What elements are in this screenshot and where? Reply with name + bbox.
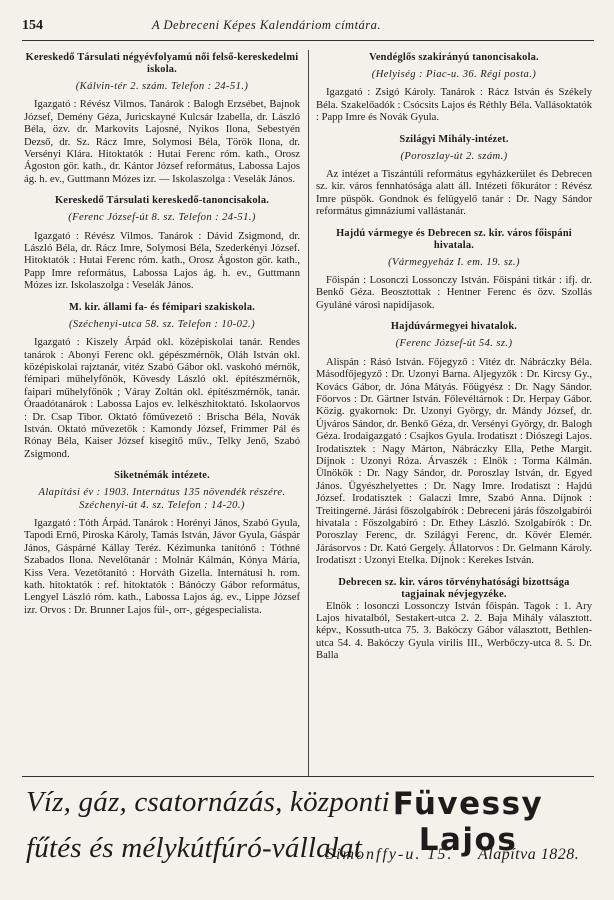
entry-body: Elnök : losonczi Lossonczy István főispán. Tagok : 1. Ary Lajos hivatalból, Sestakert-utca 2. 2. Baja Mihály választott. képv., Kossuth-utca 75. 3. Bakóczy Gábor választott, Bethlen-utca 54. 4. Bakóczy Gyula virilis III., Werbőczy-utca 8. 5. Dr. Balla: [316, 600, 592, 662]
entry-address: (Ferenc József-út 8. sz. Telefon : 24-51.): [68, 212, 256, 224]
entry-body: Igazgató : Révész Vilmos. Tanárok : Dávid Zsigmond, dr. László Béla, dr. Rácz Imre, Solymosi Béla, Szederkényi József. Hitoktatók : Hutai Ferenc róm. kath., Orosz Ágoston gör. kath., Papp Imre református, Labossa Lajos ág. h. ev., Guttmann Mózes izr. Iskolaszolga : Veselák János.: [24, 230, 300, 292]
directory-entry: [316, 321, 592, 567]
directory-entry: [316, 577, 592, 663]
entry-title: M. kir. állami fa- és fémipari szakiskola.: [68, 301, 256, 313]
entry-body: Főispán : Losonczi Lossonczy István. Főispáni titkár : ifj. dr. Benkő Géza. Beosztottak : Hentner Ferenc és özv. Szollás Gyuláné városi napidíjasok.: [316, 275, 592, 311]
entry-body: Igazgató : Tóth Árpád. Tanárok : Horényi János, Szabó Gyula, Tapodi Ernő, Piroska Károly, Tamás István, Jávor Gyula, Gáspár János, Gáspárné Kállay Teréz. Kézimunka tanítónő : Tóthné Szabados Ilona. Nevelőtanár : Molnár Kálmán, Kónya Mária, Kiss Vera. Vezetőtanító : Horváth Gizella. Internátusi h. rom. kath. hitoktatók : ref. hitoktatók : Bánóczy Gábor református, Lengyel László róm. kath., Labossa Lajos ág. ev., Lippe József izr. Orvos : Dr. Brunner Lajos fül-, orr-, gégespecialista.: [24, 517, 300, 616]
advertisement: [26, 782, 596, 882]
page-number: 154: [22, 18, 43, 33]
directory-entry: [24, 52, 300, 186]
footer-divider: [22, 776, 594, 777]
entry-title: Debrecen sz. kir. város törvényhatósági bizottsága tagjainak névjegyzéke.: [338, 576, 570, 600]
directory-entry: [316, 52, 592, 125]
entry-title: Hajdúvármegyei hivatalok.: [390, 321, 518, 333]
left-column: [24, 52, 300, 626]
entry-title: Siketnémák intézete.: [114, 470, 210, 482]
entry-address: (Vármegyeház I. em. 19. sz.): [388, 256, 520, 268]
entry-address: (Ferenc József-út 54. sz.): [395, 338, 513, 350]
entry-address: Alapítási év : 1903. Internátus 135 növendék részére. Széchenyi-út 4. sz. Telefon : 14-20.): [38, 487, 286, 511]
entry-address: (Kálvin-tér 2. szám. Telefon : 24-51.): [75, 81, 249, 92]
ad-services-line-1: Víz, gáz, csatornázás, központi: [26, 786, 390, 818]
page-header: [22, 18, 594, 41]
entry-title: Vendéglős szakirányú tanoncisakola.: [369, 52, 539, 63]
directory-entry: [24, 470, 300, 617]
directory-entry: [316, 134, 592, 219]
ad-services-line-2: fűtés és mélykútfúró-vállalat: [26, 832, 363, 864]
entry-address: (Poroszlay-út 2. szám.): [400, 150, 508, 162]
ad-address: Simonffy-u. 15.: [326, 846, 454, 863]
entry-title: Kereskedő Társulati kereskedő-tanoncisakola.: [54, 195, 270, 207]
entry-address: (Széchenyi-utca 58. sz. Telefon : 10-02.): [68, 318, 256, 330]
entry-body: Alispán : Rásó István. Főjegyző : Vitéz dr. Nábráczky Béla. Másodfőjegyző : Dr. Uzonyi Barna. Aljegyzők : Dr. Kircsy Gy., Kovács Gábor, dr. Jóna Mátyás. Főügyész : Dr. Nagy Sándor. Főorvos : Dr. Gärtner István. Főlevéltárnok : Dr. Herpay Gábor. Közig. gyakornok: Dr. Uzonyi György, dr. Mándy József, dr. Újváros Sándor, dr. Benkő Géza, dr. Versényi György, dr. Balogh Géza. Irodaigazgató : Csajkos Gyula. Irodatiszt : Diószegi Lajos. Irodatisztek : Nagy Márton, Nábráczky Ella, Pethe Margit. Díjnok : Uzonyi Róza. Árvaszék : Elnök : Torma Kálmán. Ülnökök : Dr. Nagy Sándor, dr. Poroszlay István, dr. Egyed János. Ügyészhelyettes : Dr. Nagy Imre. Irodatiszt : Hajdú József. Irodatisztek : Galaczi Imre, Szabó Anna. Díjnok : Treitingerné. Járási főszolgabírók : Debreceni járás főszolgabírói hivatala : Főszolgabíró : Dr. Ethey László. Szolgabírók : Dr. Poroszlay Ferenc, dr. Szilágyi Ferenc, dr. Kövér Elemér. Járásorvos : Dr. Kató Gergely. Állatorvos : Dr. Gelmann Károly. Irodatiszt : Uzonyi Etelka. Díjnok : Kerekes István.: [316, 356, 592, 567]
directory-entry: [316, 228, 592, 313]
entry-body: Igazgató : Zsigó Károly. Tanárok : Rácz István és Székely Béla. Szakelőadók : Csócsits Lajos és Réthly Béla. Vallásoktatók : Papp Imre és Novák Gyula.: [316, 87, 592, 124]
right-column: [316, 52, 592, 672]
entry-address: (Helyiség : Piac-u. 36. Régi posta.): [371, 69, 537, 80]
running-title: A Debreceni Képes Kalendáriom címtára.: [152, 18, 382, 32]
entry-body: Igazgató : Kiszely Árpád okl. középiskolai tanár. Rendes tanárok : Abonyi Ferenc okl. gépészmérnök, Oláh István okl. középiskolai rajztanár, vitéz Szabó Gábor okl. vaskohó mérnök, fémipari műhelyfőnök, Kövesdy László okl. építészmérnök, faipari műhelyfőnök ; Váray Zoltán okl. építészmérnök, tanár. Óraadótanárok : Labossa Lajos ev. lelkészhitoktató. Iskolaorvos : Dr. Csap Tibor. Oktató főművezető : Brischa Béla, Novák István. Oktató művezetők : Kamondy József, Frimmer Pál és Rónay Béla, Kaiser József kisegítő műv., Telky Jenő, Szabó Zsigmond.: [24, 337, 300, 460]
column-divider: [308, 50, 309, 776]
ad-brand-name: Füvessy Lajos: [392, 786, 544, 858]
directory-entry: [24, 302, 300, 461]
entry-body: Az intézet a Tiszántúli református egyházkerület és Debrecen sz. kir. város fennhatósága alatt áll. Intézeti főkurátor : Révész Imre püspök. Gondnok és felügyelő tanár : Dr. Nagy Sándor református gimnáziumi vallástanár.: [316, 169, 592, 218]
entry-title: Kereskedő Társulati négyévfolyamú női felső-kereskedelmi iskola.: [25, 52, 299, 75]
entry-title: Hajdú vármegye és Debrecen sz. kir. város főispáni hivatala.: [336, 227, 572, 251]
directory-entry: [24, 195, 300, 292]
ad-established: Alapítva 1828.: [478, 846, 580, 863]
entry-title: Szilágyi Mihály-intézet.: [399, 133, 509, 145]
entry-body: Igazgató : Révész Vilmos. Tanárok : Balogh Erzsébet, Bajnok József, Demény Géza, Juricskayné Kulcsár Izabella, dr. László Béla, özv. dr. Markovits Lajosné, Nyikos Ilona, Sebestyén Dezső, dr. Sz. Rácz Imre, Solymosi Béla, Török Ilona, dr. Versényi Klára. Hitoktatók : Hutai Ferenc róm. kath., Orosz Ágoston gör. kath., dr. Kántor József református, Labossa Lajos ág. h. ev., Guttmann Mózes izr. — Iskolaszolga : Veselák János.: [24, 99, 300, 185]
